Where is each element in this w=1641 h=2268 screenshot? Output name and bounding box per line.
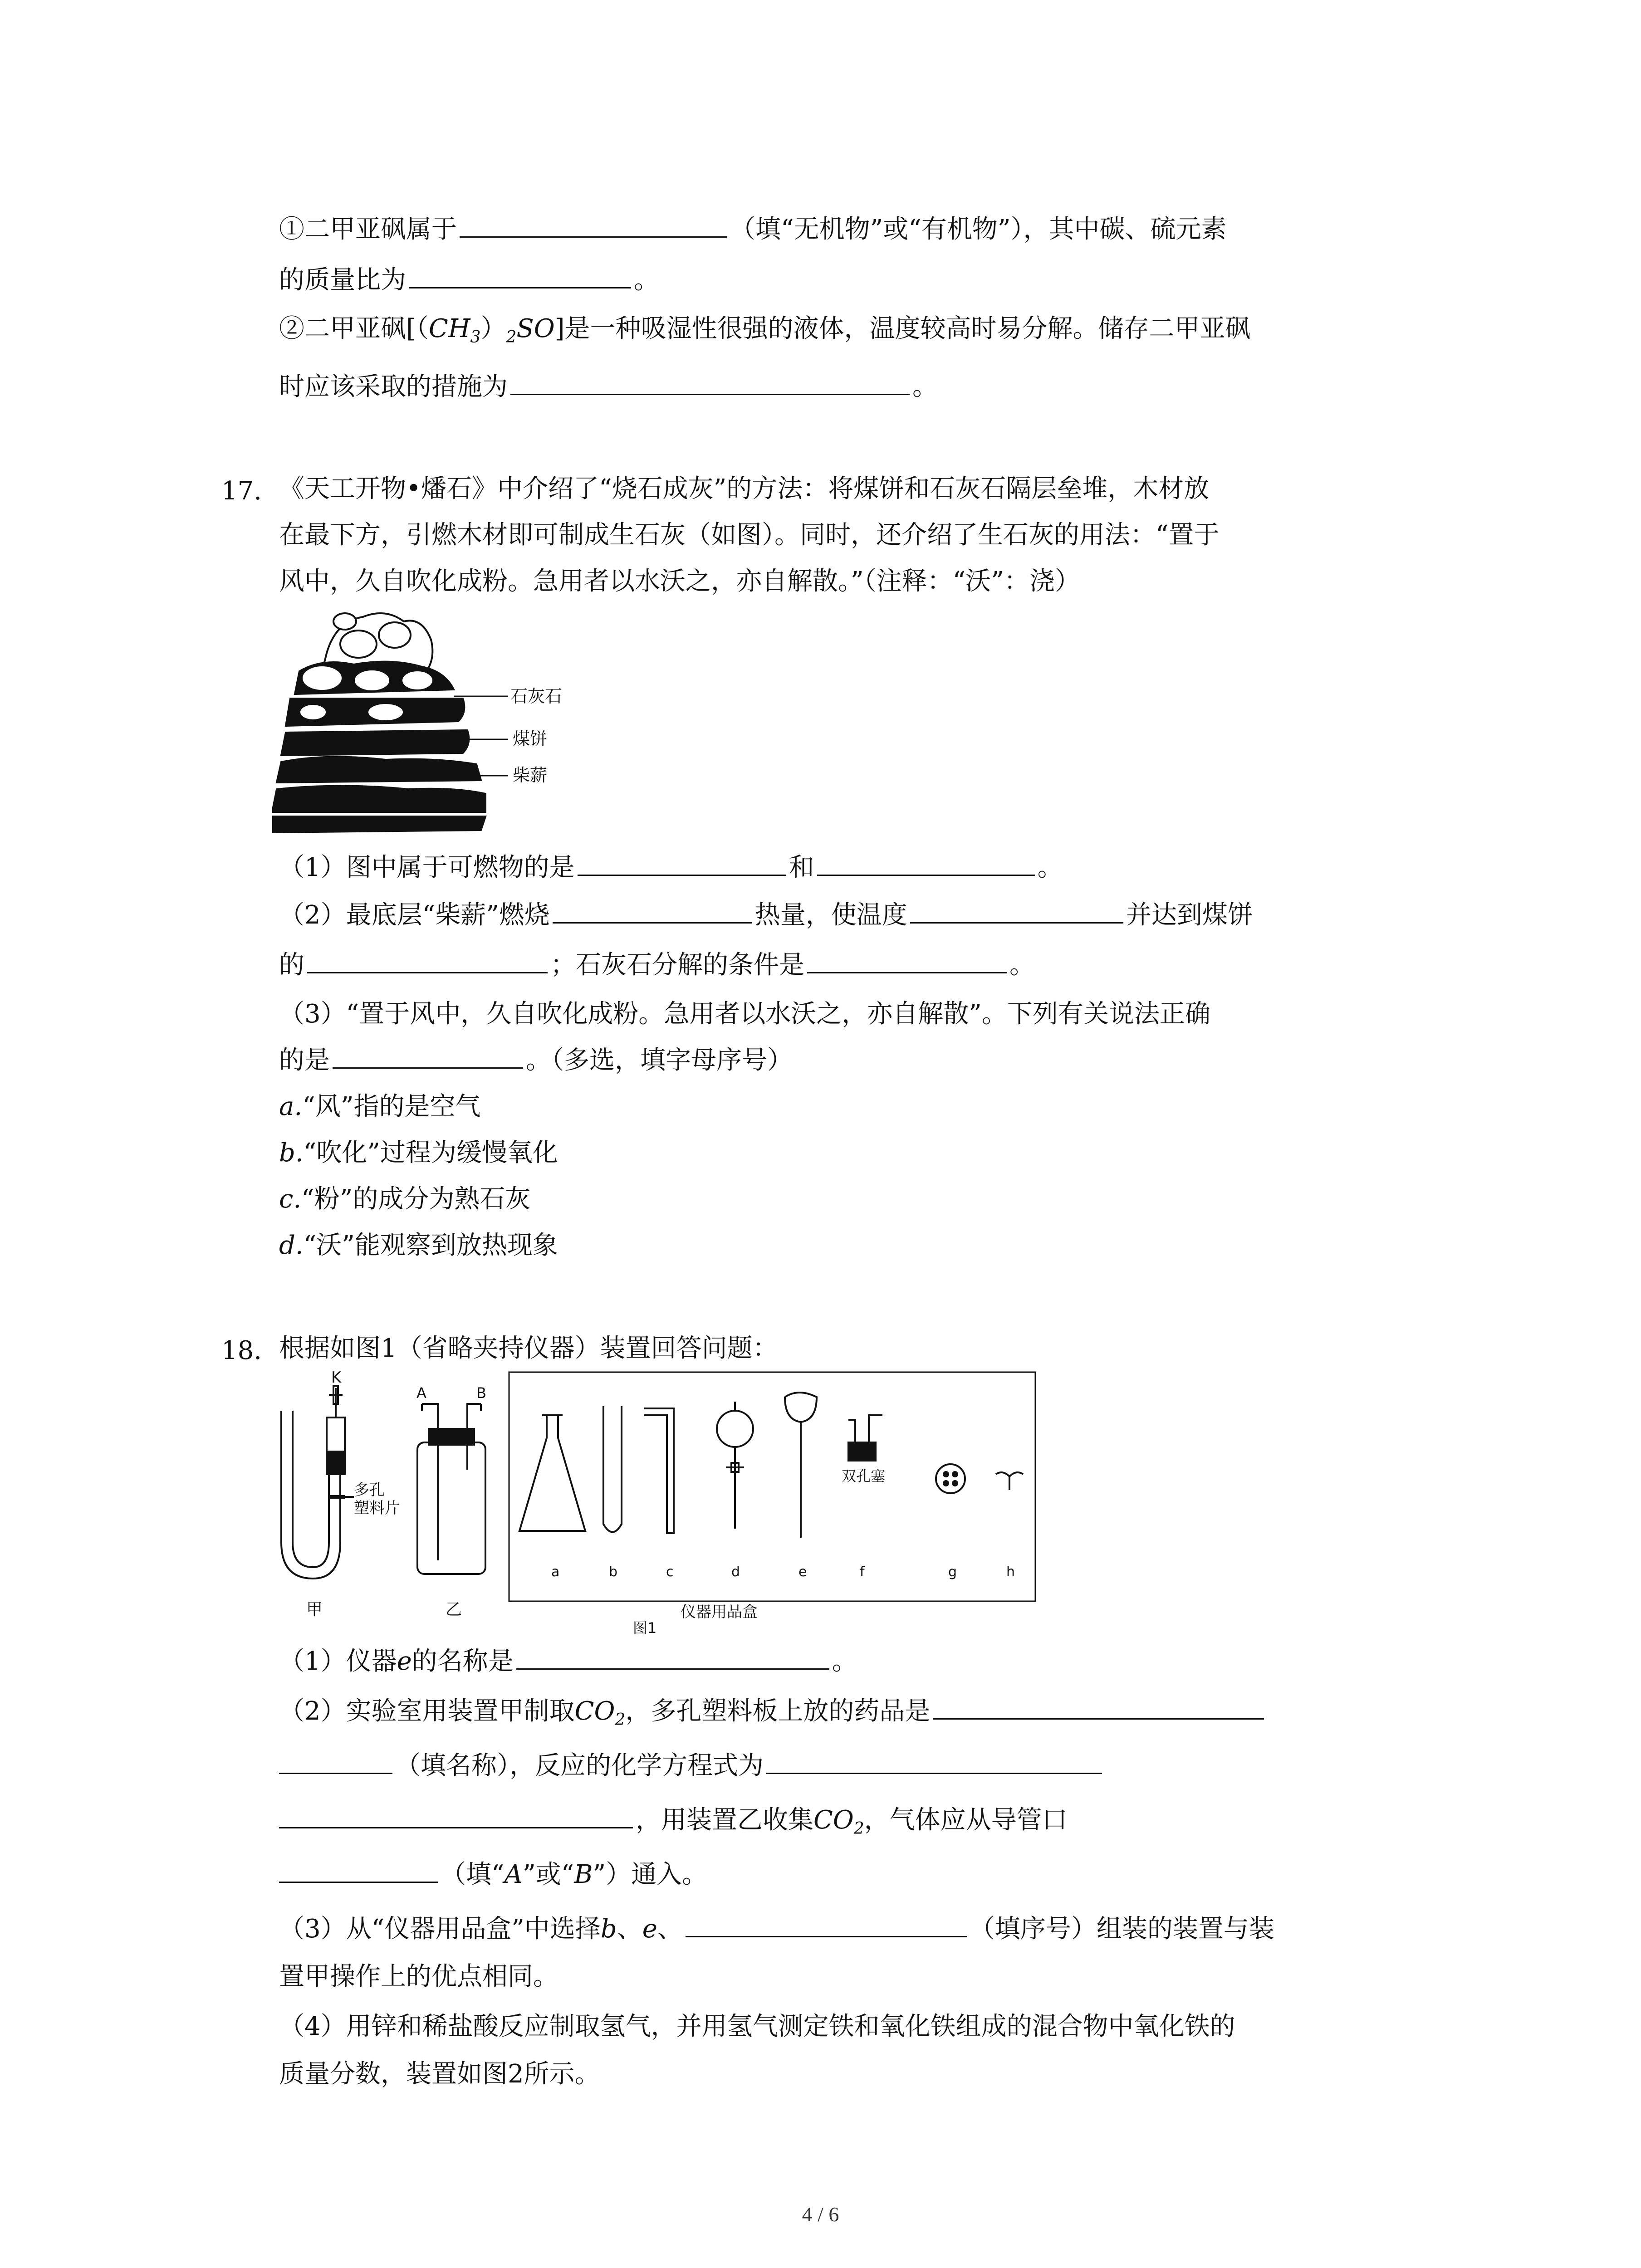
q17-line-2: 在最下方，引燃木材即可制成生石灰（如图）。同时，还介绍了生石灰的用法：“置于: [279, 520, 1220, 550]
letter-e: e: [798, 1564, 807, 1580]
text: 、: [617, 1914, 642, 1944]
option-c: [279, 1184, 531, 1214]
formula: e: [397, 1647, 412, 1676]
q16-line-2: [279, 265, 659, 295]
answer-blank[interactable]: [807, 972, 1007, 973]
letter-f: f: [860, 1564, 865, 1580]
answer-blank[interactable]: [766, 1772, 1102, 1774]
option-d: [279, 1233, 558, 1258]
text: ）: [480, 314, 506, 343]
option-b: [279, 1140, 558, 1166]
text: 。（多选，填字母序号）: [526, 1046, 793, 1075]
q16-line-1: [279, 217, 1227, 242]
text: 。: [912, 372, 938, 401]
answer-blank[interactable]: [307, 972, 548, 973]
text: ，多孔塑料板上放的药品是: [625, 1696, 931, 1726]
answer-blank[interactable]: [279, 1881, 438, 1883]
text: ，用装置乙收集: [636, 1805, 813, 1835]
label-k: K: [331, 1369, 342, 1387]
letter-b: b: [609, 1564, 618, 1580]
page-number: 4 / 6: [802, 2203, 839, 2226]
text: 和: [789, 853, 814, 882]
text: ①二甲亚砜属于: [279, 215, 457, 244]
text: 。: [1009, 950, 1035, 980]
answer-blank[interactable]: [516, 1668, 829, 1670]
option-letter: d.: [279, 1231, 304, 1260]
q17-sub3-line1: （3）“置于风中，久自吹化成粉。急用者以水沃之，亦自解散”。下列有关说法正确: [279, 999, 1210, 1029]
label-a-port: A: [416, 1384, 426, 1402]
text: （2）实验室用装置甲制取: [279, 1696, 575, 1726]
figure-caption: 图1: [633, 1619, 657, 1637]
q17-sub3-line2: [279, 1048, 793, 1073]
option-text: “风”指的是空气: [302, 1092, 481, 1121]
answer-blank[interactable]: [686, 1936, 967, 1937]
answer-blank[interactable]: [409, 287, 631, 288]
option-a: [279, 1094, 480, 1119]
subscript: 2: [615, 1711, 626, 1730]
q18-sub2-line4: [279, 1862, 707, 1887]
q18-sub2-line2: [279, 1753, 1105, 1779]
answer-blank[interactable]: [578, 874, 786, 876]
label-firewood: 柴薪: [513, 765, 548, 785]
q18-sub2-line1: [279, 1696, 1267, 1730]
text: 。: [634, 265, 659, 295]
option-text: “粉”的成分为熟石灰: [301, 1184, 531, 1214]
subscript: 2: [853, 1819, 864, 1838]
q17-line-1: 《天工开物•燔石》中介绍了“烧石成灰”的方法：将煤饼和石灰石隔层垒堆，木材放: [279, 474, 1210, 503]
q18-line-1: 根据如图1（省略夹持仪器）装置回答问题：: [279, 1334, 778, 1363]
answer-blank[interactable]: [279, 1772, 392, 1774]
formula: SO: [516, 314, 555, 343]
letter-d: d: [731, 1564, 740, 1580]
text: 的质量比为: [279, 265, 406, 295]
text: 热量，使温度: [754, 900, 907, 930]
subscript: 2: [506, 328, 517, 347]
label-equipment-box: 仪器用品盒: [681, 1603, 758, 1621]
text: ；石灰石分解的条件是: [550, 950, 804, 980]
text: 时应该采取的措施为: [279, 372, 508, 401]
letter-a: a: [551, 1564, 560, 1580]
q18-sub4-line2: 质量分数，装置如图2所示。: [279, 2059, 600, 2089]
apparatus-figure: [272, 1361, 1043, 1637]
text: （2）最底层“柴薪”燃烧: [279, 900, 550, 930]
answer-blank[interactable]: [279, 1827, 633, 1828]
answer-blank[interactable]: [553, 922, 752, 924]
formula: B: [574, 1860, 593, 1889]
label-plastic-plate: 塑料片: [354, 1499, 400, 1517]
q17-number: 17.: [221, 476, 262, 506]
text: （1）仪器: [279, 1647, 397, 1676]
option-text: “吹化”过程为缓慢氧化: [303, 1138, 558, 1168]
q17-line-3: 风中，久自吹化成粉。急用者以水沃之，亦自解散。”（注释：“沃”：浇）: [279, 567, 1080, 596]
lime-kiln-figure: [272, 603, 617, 844]
label-stopper: 双孔塞: [842, 1467, 886, 1485]
label-porous: 多孔: [354, 1481, 385, 1499]
q17-sub2-line2: [279, 950, 1035, 980]
letter-c: c: [666, 1564, 674, 1580]
text: ”）通入。: [593, 1860, 708, 1889]
text: （1）图中属于可燃物的是: [279, 853, 575, 882]
label-coal-cake: 煤饼: [513, 729, 548, 749]
answer-blank[interactable]: [510, 393, 910, 395]
answer-blank[interactable]: [460, 236, 727, 238]
q17-sub1: [279, 855, 1063, 880]
answer-blank[interactable]: [817, 874, 1035, 876]
text: 。: [1037, 853, 1063, 882]
answer-blank[interactable]: [933, 1718, 1264, 1720]
formula: CO: [574, 1696, 615, 1726]
q17-sub2-line1: [279, 900, 1253, 930]
formula: A: [504, 1860, 523, 1889]
text: （填序号）组装的装置与装: [969, 1914, 1274, 1944]
text: 并达到煤饼: [1126, 900, 1253, 930]
text: （填“: [441, 1860, 505, 1889]
label-jia: 甲: [306, 1600, 323, 1619]
q18-sub1: [279, 1649, 857, 1674]
subscript: 3: [470, 328, 481, 347]
q18-sub3-line1: [279, 1916, 1274, 1942]
option-letter: c.: [279, 1184, 302, 1214]
formula: CO: [813, 1805, 854, 1835]
option-text: “沃”能观察到放热现象: [303, 1231, 558, 1260]
text: ]是一种吸湿性很强的液体，温度较高时易分解。储存二甲亚砜: [554, 314, 1251, 343]
formula: e: [642, 1914, 657, 1944]
text: （3）从“仪器用品盒”中选择: [279, 1914, 601, 1944]
q16-line-4: [279, 374, 938, 400]
label-yi: 乙: [446, 1600, 462, 1619]
text: ”或“: [523, 1860, 574, 1889]
text: ，气体应从导管口: [864, 1805, 1068, 1835]
option-letter: a.: [279, 1092, 303, 1121]
option-letter: b.: [279, 1138, 304, 1168]
text: 的名称是: [411, 1647, 514, 1676]
q18-sub3-line2: 置甲操作上的优点相同。: [279, 1962, 558, 1991]
q16-line-3: [279, 316, 1251, 346]
q18-number: 18.: [221, 1336, 262, 1365]
text: 、: [657, 1914, 683, 1944]
letter-g: g: [948, 1564, 957, 1580]
label-b-port: B: [476, 1384, 486, 1402]
text: 。: [832, 1647, 857, 1676]
letter-h: h: [1006, 1564, 1015, 1580]
label-limestone: 石灰石: [510, 686, 563, 706]
q18-sub4-line1: （4）用锌和稀盐酸反应制取氢气，并用氢气测定铁和氧化铁组成的混合物中氧化铁的: [279, 2012, 1235, 2041]
formula: b: [600, 1914, 617, 1944]
text: 的: [279, 950, 304, 980]
text: 的是: [279, 1046, 330, 1075]
text: （填“无机物”或“有机物”），其中碳、硫元素: [730, 215, 1227, 244]
text: ②二甲亚砜[（: [279, 314, 429, 343]
answer-blank[interactable]: [910, 922, 1123, 924]
formula: CH: [428, 314, 470, 343]
q18-sub2-line3: [279, 1805, 1068, 1838]
text: （填名称），反应的化学方程式为: [395, 1751, 764, 1780]
answer-blank[interactable]: [333, 1067, 523, 1069]
